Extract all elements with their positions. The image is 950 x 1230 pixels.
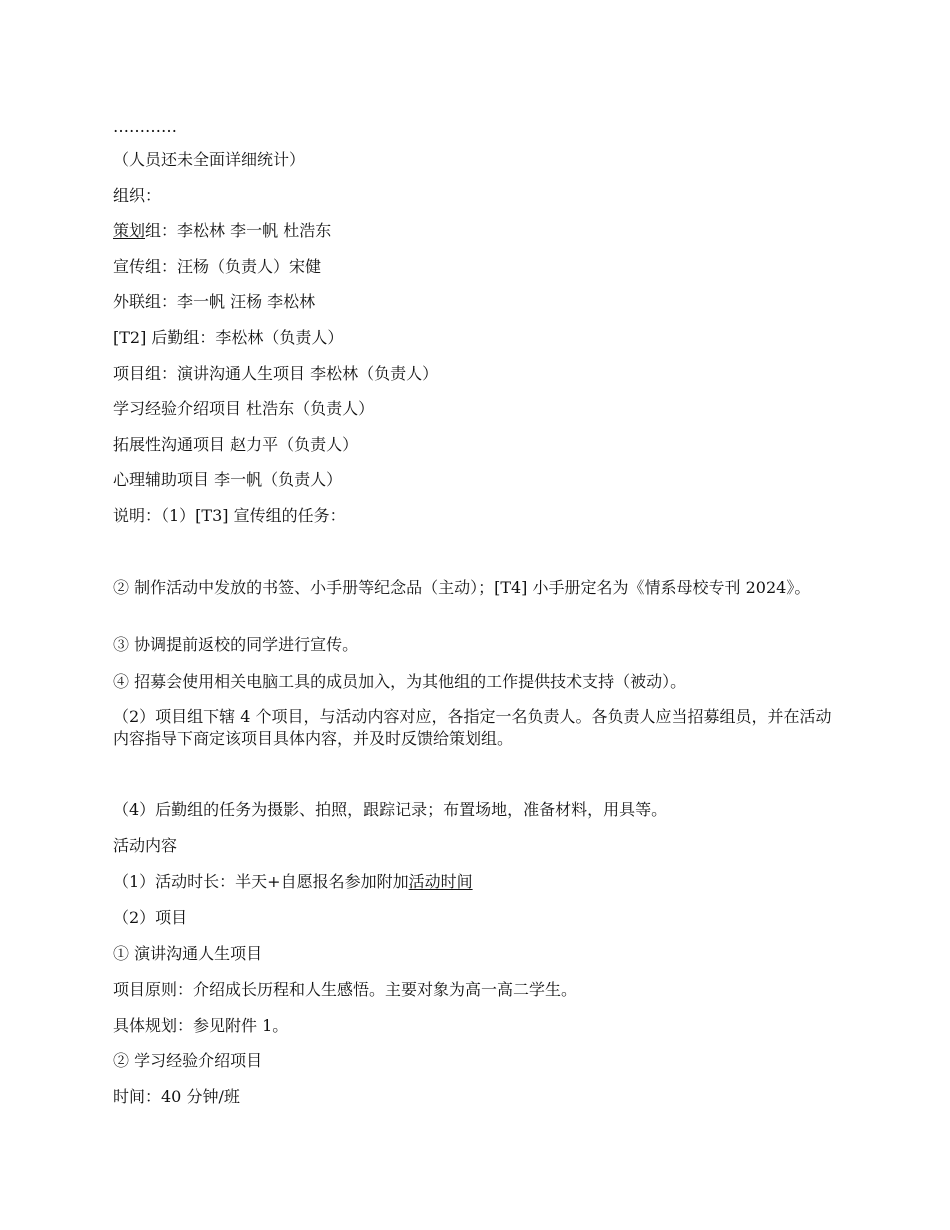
logistics-group-line: [T2] 后勤组：李松林（负责人） (113, 328, 344, 347)
publicity-task-4: ④ 招募会使用相关电脑工具的成员加入，为其他组的工作提供技术支持（被动）。 (113, 672, 687, 691)
activity-content-heading: 活动内容 (113, 836, 178, 855)
activity-duration-text: （1）活动时长：半天+自愿报名参加附加 (113, 872, 409, 891)
publicity-group-line: 宣传组：汪杨（负责人）宋健 (113, 257, 322, 276)
document-page (113, 0, 843, 1230)
liaison-group-line: 外联组：李一帆 汪杨 李松林 (113, 292, 316, 311)
ellipsis-line: ………… (113, 117, 177, 136)
time-line: 时间：40 分钟/班 (113, 1087, 240, 1106)
organization-heading: 组织： (113, 186, 162, 205)
project-group-line: 项目组：演讲沟通人生项目 李松林（负责人） (113, 364, 439, 383)
project-group-task: （2）项目组下辖 4 个项目，与活动内容对应，各指定一名负责人。各负责人应当招募组员，并在活动内容指导下商定该项目具体内容，并及时反馈给策划组。 (113, 707, 832, 748)
psychology-project-line: 心理辅助项目 李一帆（负责人） (113, 470, 343, 489)
speech-project-heading: ① 演讲沟通人生项目 (113, 944, 263, 963)
activity-duration-line (113, 872, 473, 892)
planning-underlined-text: 策划 (113, 221, 146, 240)
specific-plan-line: 具体规划：参见附件 1。 (113, 1016, 289, 1035)
outreach-project-line: 拓展性沟通项目 赵力平（负责人） (113, 435, 359, 454)
projects-heading: （2）项目 (113, 908, 188, 927)
publicity-task-3: ③ 协调提前返校的同学进行宣传。 (113, 635, 359, 654)
planning-group-line (113, 221, 331, 241)
logistics-task: （4）后勤组的任务为摄影、拍照，跟踪记录；布置场地，准备材料，用具等。 (113, 800, 668, 819)
project-principle-line: 项目原则：介绍成长历程和人生感悟。主要对象为高一高二学生。 (113, 980, 578, 999)
planning-group-members: 组：李松林 李一帆 杜浩东 (145, 221, 332, 240)
learning-project-line: 学习经验介绍项目 杜浩东（负责人） (113, 399, 375, 418)
learning-project-heading: ② 学习经验介绍项目 (113, 1051, 263, 1070)
personnel-note: （人员还未全面详细统计） (113, 150, 306, 169)
explanation-line: 说明：（1）[T3] 宣传组的任务： (113, 506, 346, 525)
activity-time-underlined: 活动时间 (408, 872, 473, 891)
publicity-task-2: ② 制作活动中发放的书签、小手册等纪念品（主动）；[T4] 小手册定名为《情系母校专刊 2024》。 (113, 578, 811, 597)
